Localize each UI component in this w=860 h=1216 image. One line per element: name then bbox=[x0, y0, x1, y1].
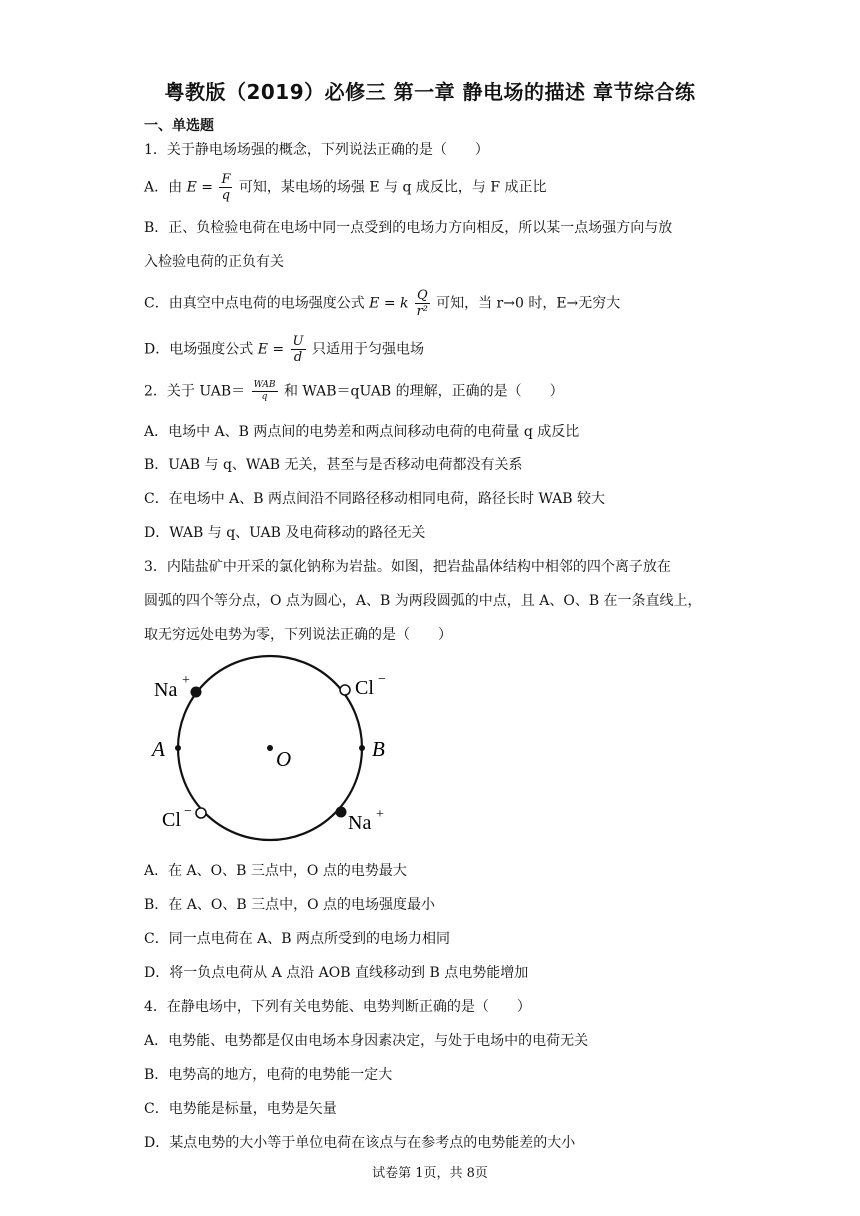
q1-d-denominator: d bbox=[293, 350, 303, 365]
cl-ion-bottom-left bbox=[196, 808, 206, 818]
q2-option-c: C．在电场中 A、B 两点间沿不同路径移动相同电荷，路径长时 WAB 较大 bbox=[144, 491, 606, 507]
q4-option-c: C．电势能是标量，电势是矢量 bbox=[144, 1101, 337, 1117]
page-title: 粤教版（2019）必修三 第一章 静电场的描述 章节综合练 bbox=[164, 80, 696, 104]
q3-option-b: B．在 A、O、B 三点中，O 点的电场强度最小 bbox=[144, 897, 435, 913]
label-na-top: Na bbox=[154, 679, 178, 701]
q4-option-b: B．电势高的地方，电荷的电势能一定大 bbox=[144, 1067, 393, 1083]
q2-stem bbox=[144, 380, 724, 403]
q1-c-prefix: C．由真空中点电荷的电场强度公式 bbox=[144, 295, 365, 312]
q2-fraction bbox=[252, 380, 278, 403]
q1-a-numerator: F bbox=[221, 172, 231, 187]
label-cl-bottom: Cl bbox=[162, 809, 181, 831]
q1-option-c bbox=[144, 288, 724, 319]
q1-d-fraction bbox=[291, 334, 306, 365]
q1-d-numerator: U bbox=[292, 334, 304, 349]
q1-c-fraction bbox=[415, 288, 430, 319]
label-cl-top: Cl bbox=[355, 677, 374, 699]
q3-option-d: D．将一负点电荷从 A 点沿 AOB 直线移动到 B 点电势能增加 bbox=[144, 965, 529, 981]
q2-stem-text: 和 WAB＝qUAB 的理解，正确的是（ ） bbox=[283, 383, 564, 400]
q2-option-a: A．电场中 A、B 两点间的电势差和两点间移动电荷的电荷量 q 成反比 bbox=[144, 424, 580, 440]
q1-a-fraction bbox=[219, 172, 232, 203]
q1-d-text: 只适用于匀强电场 bbox=[311, 341, 424, 358]
label-cl-top-minus: − bbox=[378, 672, 386, 687]
q1-c-text: 可知，当 r→0 时，E→无穷大 bbox=[436, 295, 621, 312]
q4-option-a: A．电势能、电势都是仅由电场本身因素决定，与处于电场中的电荷无关 bbox=[144, 1033, 589, 1049]
section-heading: 一、单选题 bbox=[144, 118, 214, 134]
q1-option-d bbox=[144, 334, 724, 365]
label-na-bottom-plus: + bbox=[376, 807, 384, 822]
label-na-top-plus: + bbox=[182, 673, 190, 688]
label-na-bottom: Na bbox=[348, 812, 372, 834]
q4-stem: 4．在静电场中，下列有关电势能、电势判断正确的是（ ） bbox=[144, 999, 531, 1015]
nacl-circle-figure bbox=[150, 652, 400, 847]
label-cl-bottom-minus: − bbox=[184, 804, 192, 819]
q3-option-a: A．在 A、O、B 三点中，O 点的电势最大 bbox=[144, 863, 407, 879]
q3-stem-line2: 圆弧的四个等分点，O 点为圆心，A、B 为两段圆弧的中点，且 A、O、B 在一条直线上， bbox=[144, 593, 702, 609]
label-b: B bbox=[372, 737, 385, 761]
point-b bbox=[359, 745, 365, 751]
q2-option-d: D．WAB 与 q、UAB 及电荷移动的路径无关 bbox=[144, 525, 426, 541]
q1-c-denominator: r² bbox=[416, 304, 429, 319]
q1-a-formula-lhs: E = bbox=[186, 179, 213, 196]
q1-d-prefix: D．电场强度公式 bbox=[144, 341, 254, 358]
page-footer: 试卷第 1页，共 8页 bbox=[372, 1166, 488, 1181]
q2-option-b: B．UAB 与 q、WAB 无关，甚至与是否移动电荷都没有关系 bbox=[144, 457, 523, 473]
cl-ion-top-right bbox=[340, 685, 350, 695]
point-a bbox=[175, 745, 181, 751]
q1-d-formula-lhs: E = bbox=[257, 341, 285, 358]
q4-option-d: D．某点电势的大小等于单位电荷在该点与在参考点的电势能差的大小 bbox=[144, 1135, 576, 1151]
q1-c-formula-lhs: E = k bbox=[369, 295, 409, 312]
na-ion-top-left bbox=[191, 687, 202, 698]
q2-numerator: WAB bbox=[253, 380, 276, 390]
q1-option-b-line1: B．正、负检验电荷在电场中同一点受到的电场力方向相反，所以某一点场强方向与放 bbox=[144, 220, 673, 236]
q1-a-prefix: A．由 bbox=[144, 179, 183, 196]
label-a: A bbox=[152, 737, 165, 761]
q1-a-text: 可知，某电场的场强 E 与 q 成反比，与 F 成正比 bbox=[238, 179, 547, 196]
q3-stem-line3: 取无穷远处电势为零，下列说法正确的是（ ） bbox=[144, 627, 452, 643]
q1-a-denominator: q bbox=[221, 188, 231, 203]
q1-option-b-line2: 入检验电荷的正负有关 bbox=[144, 254, 284, 270]
point-o bbox=[267, 745, 273, 751]
q3-option-c: C．同一点电荷在 A、B 两点所受到的电场力相同 bbox=[144, 931, 451, 947]
q1-option-a bbox=[144, 172, 724, 203]
na-ion-bottom-right bbox=[336, 807, 347, 818]
q1-stem: 1．关于静电场场强的概念，下列说法正确的是（ ） bbox=[144, 142, 489, 158]
q2-denominator: q bbox=[261, 392, 268, 402]
q2-stem-prefix: 2．关于 UAB＝ bbox=[144, 383, 246, 400]
label-o: O bbox=[276, 747, 292, 771]
q3-stem-line1: 3．内陆盐矿中开采的氯化钠称为岩盐。如图，把岩盐晶体结构中相邻的四个离子放在 bbox=[144, 559, 671, 575]
q1-c-numerator: Q bbox=[416, 288, 428, 303]
